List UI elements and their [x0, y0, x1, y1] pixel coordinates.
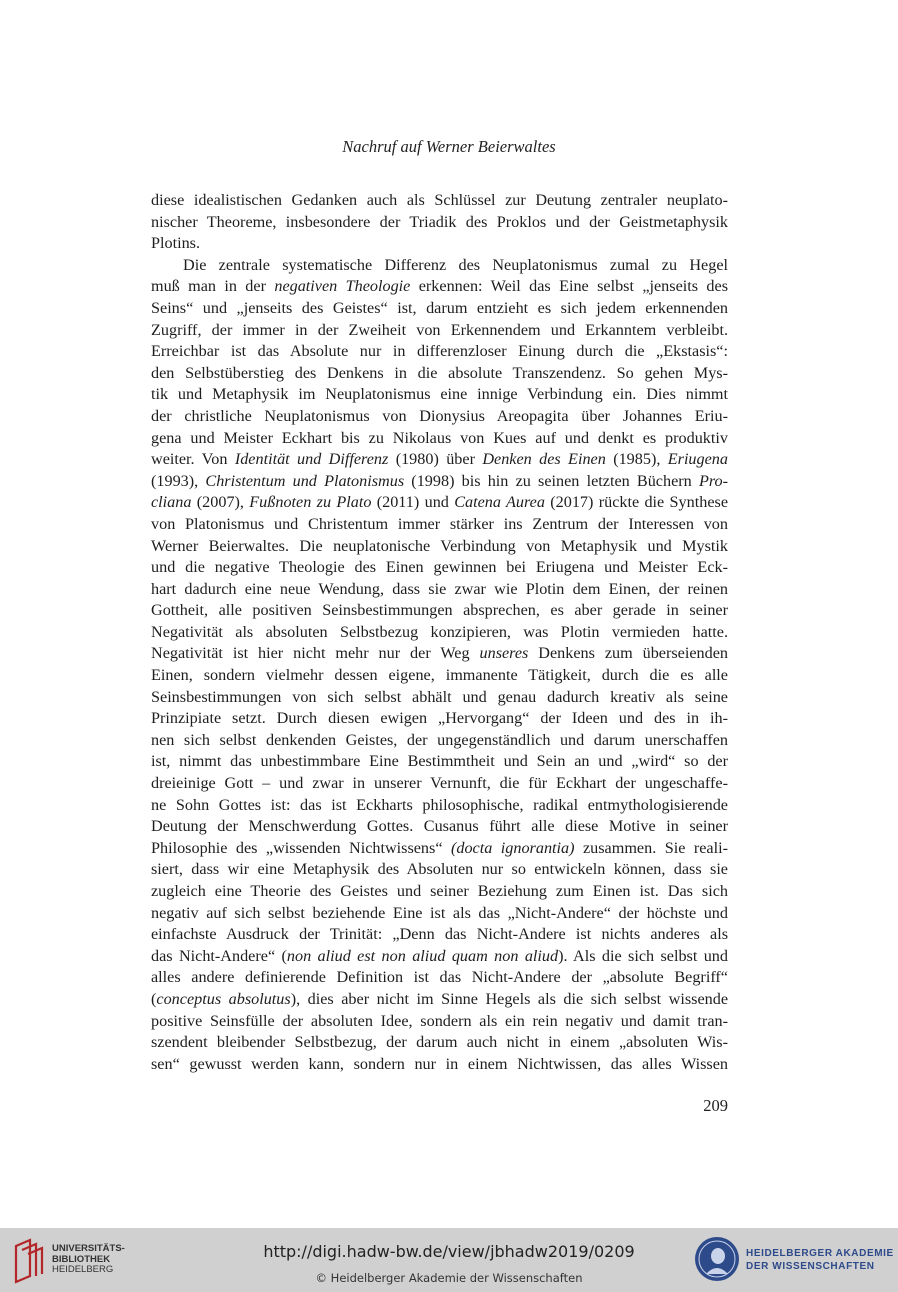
- text-segment: den Selbstüberstieg des Denkens in die absolute Transzendenz. So gehen Mys-: [151, 363, 728, 382]
- text-line: [151, 643, 728, 665]
- text-line: [151, 924, 728, 946]
- text-segment: diese idealistischen Gedanken auch als Schlüssel zur Deutung zentraler neuplato-: [151, 191, 728, 209]
- text-line: [151, 859, 728, 881]
- text-segment: positive Seinsfülle der absoluten Idee, sondern als ein rein negativ und damit tran-: [151, 1011, 728, 1030]
- text-segment: dreieinige Gott – und zwar in unserer Vernunft, die für Eckhart der ungeschaffe-: [151, 774, 728, 793]
- page-number: 209: [703, 1096, 728, 1115]
- italic-text: cliana: [151, 493, 192, 512]
- text-segment: das Nicht-Andere“ (: [151, 946, 287, 965]
- italic-text: Eriugena: [667, 450, 728, 469]
- text-line: [151, 449, 728, 471]
- text-segment: einfachste Ausdruck der Trinität: „Denn das Nicht-Andere ist nichts anderes als: [151, 925, 728, 944]
- academy-line-2: DER WISSENSCHAFTEN: [746, 1261, 875, 1272]
- text-segment: und die negative Theologie des Einen gewinnen bei Eriugena und Meister Eck-: [151, 558, 728, 577]
- italic-text: Pro-: [698, 471, 729, 490]
- text-segment: Gottheit, alle positiven Seinsbestimmungen absprechen, es aber gerade in seiner: [151, 601, 728, 620]
- text-segment: tik und Metaphysik im Neuplatonismus eine innige Verbindung ein. Dies nimmt: [151, 385, 728, 404]
- text-segment: sen“ gewusst werden kann, sondern nur in einem Nichtwissen, das alles Wissen: [151, 1054, 728, 1073]
- text-line: [151, 320, 728, 342]
- text-segment: Einen, sondern vielmehr dessen eigene, immanente Tätigkeit, durch die es alle: [151, 666, 728, 685]
- text-line: [151, 1054, 728, 1076]
- running-head: Nachruf auf Werner Beierwaltes: [342, 137, 556, 156]
- text-line: [151, 384, 728, 406]
- text-segment: der christliche Neuplatonismus von Dionysius Areopagita über Johannes Eriu-: [151, 406, 728, 425]
- library-line-3: HEIDELBERG: [52, 1264, 114, 1275]
- academy-name: [746, 1247, 894, 1273]
- text-line: [151, 773, 728, 795]
- text-segment: (1985),: [605, 450, 668, 469]
- text-line: [151, 708, 728, 730]
- text-segment: Erreichbar ist das Absolute nur in differenzloser Einung durch die „Ekstasis“:: [151, 342, 728, 361]
- italic-text: conceptus absolutus: [156, 989, 291, 1008]
- text-line: [151, 622, 728, 644]
- text-segment: (1980) über: [388, 450, 483, 469]
- text-segment: Philosophie des „wissenden Nichtwissens“: [151, 838, 451, 857]
- text-segment: (2017) rückte die Synthese: [544, 493, 728, 512]
- text-line: [151, 190, 728, 212]
- text-line: [151, 795, 728, 817]
- text-segment: negativ auf sich selbst beziehende Eine ist als das „Nicht-Andere“ der höchste und: [151, 903, 728, 922]
- text-segment: Werner Beierwaltes. Die neuplatonische Verbindung von Metaphysik und Mystik: [151, 536, 728, 555]
- italic-text: Fußnoten zu Plato: [249, 493, 372, 512]
- italic-text: Denken des Einen: [482, 450, 606, 469]
- text-line: [151, 471, 728, 493]
- viewer-footer: [0, 1228, 898, 1292]
- text-line: [151, 428, 728, 450]
- text-line: [151, 536, 728, 558]
- text-line: [151, 665, 728, 687]
- text-segment: Plotins.: [151, 234, 201, 253]
- text-segment: siert, dass wir eine Metaphysik des Absoluten nur so entwickeln können, dass sie: [151, 860, 728, 879]
- italic-text: negativen Theologie: [274, 277, 411, 296]
- library-line-2: BIBLIOTHEK: [52, 1253, 111, 1265]
- text-segment: zugleich eine Theorie des Geistes und seiner Beziehung zum Einen ist. Das sich: [151, 882, 728, 900]
- text-segment: (1993),: [151, 471, 206, 490]
- text-line: [151, 751, 728, 773]
- text-segment: szendent bleibender Selbstbezug, der darum auch nicht in einem „absoluten Wis-: [151, 1033, 728, 1052]
- text-segment: Zugriff, der immer in der Zweiheit von Erkennendem und Erkanntem verbleibt.: [151, 320, 728, 339]
- text-segment: (2007),: [191, 493, 250, 512]
- text-line: [151, 816, 728, 838]
- italic-text: Identität und Differenz: [234, 450, 389, 469]
- text-line: [151, 967, 728, 989]
- text-segment: (2011) und: [371, 493, 455, 512]
- text-segment: zusammen. Sie reali-: [574, 838, 728, 857]
- text-line: [151, 298, 728, 320]
- text-line: [151, 1032, 728, 1054]
- body-text: [151, 190, 728, 1075]
- text-line: [151, 276, 728, 298]
- text-segment: ). Als die sich selbst und: [558, 946, 728, 965]
- italic-text: Christentum und Platonismus: [205, 471, 405, 490]
- text-line: [151, 233, 728, 255]
- text-line: [151, 579, 728, 601]
- library-line-1: UNIVERSITÄTS-: [52, 1243, 125, 1254]
- text-line: [151, 341, 728, 363]
- text-segment: muß man in der: [151, 277, 275, 296]
- text-segment: Prinzipiate setzt. Durch diesen ewigen „Hervorgang“ der Ideen und des in ih-: [151, 709, 728, 728]
- text-segment: hart dadurch eine neue Wendung, dass sie zwar wie Plotin dem Einen, der reinen: [151, 579, 728, 598]
- italic-text: (docta ignorantia): [450, 838, 575, 857]
- text-segment: (1998) bis hin zu seinen letzten Büchern: [404, 471, 699, 490]
- text-segment: (: [151, 989, 157, 1008]
- text-segment: Denkens zum überseienden: [528, 644, 728, 663]
- text-segment: gena und Meister Eckhart bis zu Nikolaus von Kues auf und denkt es produktiv: [151, 428, 728, 447]
- italic-text: Catena Aurea: [454, 493, 545, 512]
- text-segment: Negativität ist hier nicht mehr nur der Weg: [151, 644, 480, 663]
- permalink-url[interactable]: http://digi.hadw-bw.de/view/jbhadw2019/0209: [263, 1242, 635, 1261]
- text-segment: ), dies aber nicht im Sinne Hegels als die sich selbst wissende: [290, 989, 728, 1008]
- text-line: [151, 989, 728, 1011]
- text-line: [151, 946, 728, 968]
- text-line: [151, 687, 728, 709]
- text-line: [151, 838, 728, 860]
- text-segment: von Platonismus und Christentum immer stärker ins Zentrum der Interessen von: [151, 514, 728, 533]
- text-segment: ist, nimmt das unbestimmbare Eine Bestimmtheit und Sein an und „wird“ so der: [151, 752, 728, 771]
- text-segment: Negativität als absoluten Selbstbezug konzipieren, was Plotin vermieden hatte.: [151, 622, 728, 641]
- text-line: [151, 492, 728, 514]
- text-line: [151, 363, 728, 385]
- text-line: [151, 557, 728, 579]
- text-segment: erkennen: Weil das Eine selbst „jenseits des: [410, 277, 728, 296]
- text-segment: nen sich selbst denkenden Geistes, der ungegenständlich und darum unerschaffen: [151, 730, 728, 749]
- text-line: [151, 212, 728, 234]
- text-segment: Deutung der Menschwerdung Gottes. Cusanus führt alle diese Motive in seiner: [151, 817, 728, 836]
- text-segment: ne Sohn Gottes ist: das ist Eckharts philosophische, radikal entmythologisierende: [151, 795, 728, 814]
- text-line: [151, 255, 728, 277]
- text-segment: alles andere definierende Definition ist das Nicht-Andere der „absolute Begriff“: [151, 968, 728, 987]
- copyright-notice: © Heidelberger Akademie der Wissenschaften: [315, 1271, 583, 1285]
- text-line: [151, 903, 728, 925]
- text-segment: Seinsbestimmungen von sich selbst abhält und genau dadurch kreativ als seine: [151, 687, 728, 706]
- text-segment: nischer Theoreme, insbesondere der Triadik des Proklos und der Geistmetaphysik: [151, 212, 728, 231]
- academy-seal-icon: [694, 1236, 740, 1282]
- text-line: [151, 600, 728, 622]
- academy-line-1: HEIDELBERGER AKADEMIE: [746, 1248, 894, 1259]
- text-line: [151, 514, 728, 536]
- italic-text: non aliud est non aliud quam non aliud: [286, 946, 559, 965]
- text-segment: weiter. Von: [151, 450, 235, 469]
- text-line: [151, 730, 728, 752]
- text-segment: Die zentrale systematische Differenz des Neuplatonismus zumal zu Hegel: [183, 255, 728, 274]
- text-line: [151, 881, 728, 903]
- text-segment: Seins“ und „jenseits des Geistes“ ist, darum entzieht es sich jedem erkennenden: [151, 298, 728, 317]
- italic-text: unseres: [479, 644, 529, 663]
- text-line: [151, 406, 728, 428]
- text-line: [151, 1011, 728, 1033]
